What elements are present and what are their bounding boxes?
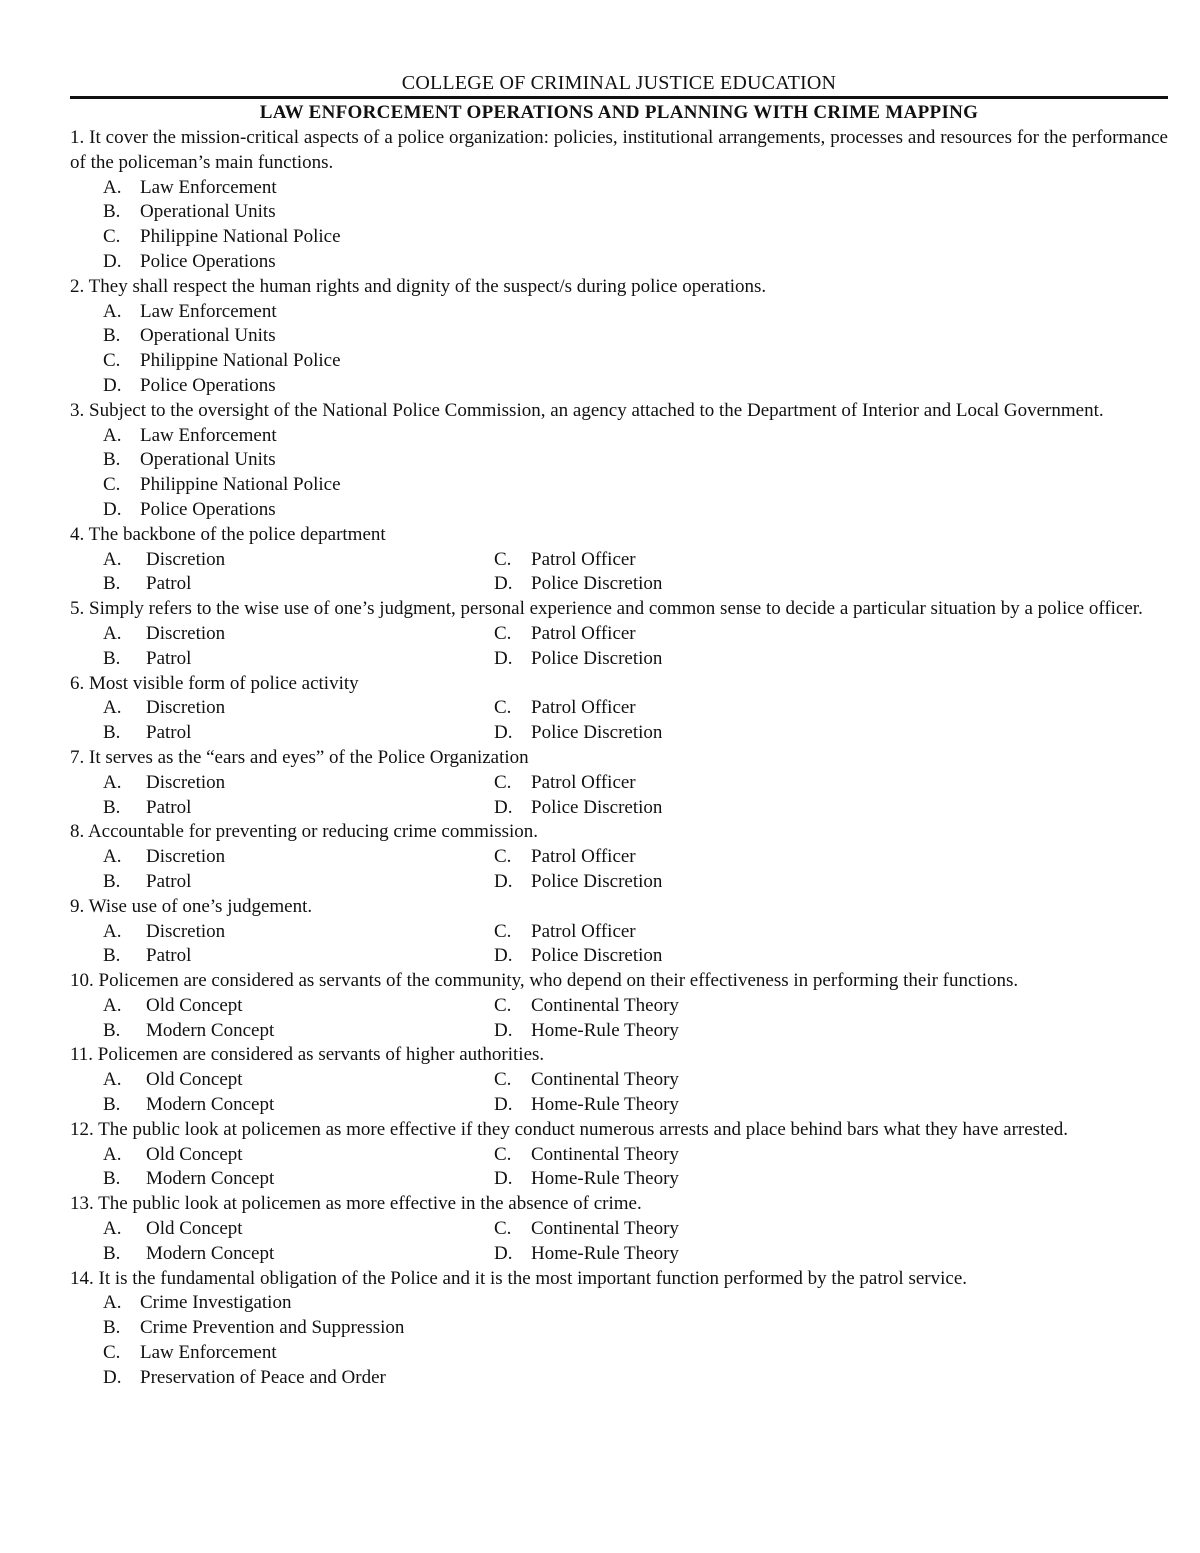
question-list <box>70 126 1168 1391</box>
option-letter: A. <box>103 1218 122 1240</box>
option-row <box>70 845 1168 870</box>
option-row <box>70 1341 1168 1366</box>
option-letter: A. <box>103 994 122 1016</box>
option-letter: C. <box>494 1069 512 1091</box>
question-item <box>70 523 1168 597</box>
option-row <box>70 473 1168 498</box>
option-row <box>70 1143 1168 1168</box>
option-text: Police Discretion <box>531 647 663 669</box>
option-letter: D. <box>494 722 513 744</box>
question-item <box>70 126 1168 275</box>
option-letter: A. <box>103 424 122 446</box>
option-text: Discretion <box>146 771 226 793</box>
option-row <box>70 424 1168 449</box>
option-letter: A. <box>103 771 122 793</box>
option-text: Patrol Officer <box>531 548 636 570</box>
option-letter: C. <box>103 350 121 372</box>
option-letter: D. <box>494 647 513 669</box>
option-text: Modern Concept <box>146 1019 275 1041</box>
option-letter: C. <box>494 697 512 719</box>
option-text: Philippine National Police <box>140 226 341 248</box>
question-stem: 11. Policemen are considered as servants of higher authorities. <box>70 1044 545 1066</box>
option-text: Discretion <box>146 920 226 942</box>
option-row <box>70 1068 1168 1093</box>
option-letter: A. <box>103 1069 122 1091</box>
option-row <box>70 548 1168 573</box>
option-row <box>70 771 1168 796</box>
option-text: Modern Concept <box>146 1168 275 1190</box>
option-letter: B. <box>103 449 121 471</box>
option-row <box>70 300 1168 325</box>
option-row <box>70 250 1168 275</box>
question-stem: 7. It serves as the “ears and eyes” of the Police Organization <box>70 746 529 768</box>
option-letter: A. <box>103 176 122 198</box>
option-letter: C. <box>494 622 512 644</box>
option-row <box>70 1291 1168 1316</box>
question-stem: 10. Policemen are considered as servants of the community, who depend on their effectiveness in performing their functions. <box>70 970 1019 992</box>
option-letter: D. <box>494 796 513 818</box>
question-item <box>70 1192 1168 1266</box>
option-row <box>70 994 1168 1019</box>
option-text: Patrol <box>146 945 192 967</box>
option-text: Philippine National Police <box>140 350 341 372</box>
option-text: Operational Units <box>140 201 276 223</box>
option-letter: D. <box>103 1366 122 1388</box>
question-item <box>70 969 1168 1043</box>
school-header: COLLEGE OF CRIMINAL JUSTICE EDUCATION <box>401 72 837 94</box>
option-text: Patrol Officer <box>531 622 636 644</box>
option-row <box>70 1167 1168 1192</box>
option-text: Old Concept <box>146 1218 243 1240</box>
option-text: Discretion <box>146 697 226 719</box>
option-text: Police Discretion <box>531 870 663 892</box>
option-letter: A. <box>103 697 122 719</box>
option-letter: B. <box>103 647 121 669</box>
option-text: Continental Theory <box>531 1218 679 1240</box>
option-letter: C. <box>494 846 512 868</box>
option-row <box>70 176 1168 201</box>
option-text: Operational Units <box>140 449 276 471</box>
option-row <box>70 920 1168 945</box>
question-stem: 6. Most visible form of police activity <box>70 672 359 694</box>
option-text: Discretion <box>146 622 226 644</box>
option-letter: C. <box>103 474 121 496</box>
option-row <box>70 796 1168 821</box>
option-letter: D. <box>494 1168 513 1190</box>
option-letter: B. <box>103 1317 121 1339</box>
option-text: Home-Rule Theory <box>531 1094 679 1116</box>
option-letter: B. <box>103 1019 121 1041</box>
option-text: Discretion <box>146 846 226 868</box>
option-letter: D. <box>103 498 122 520</box>
option-letter: B. <box>103 573 121 595</box>
option-row <box>70 324 1168 349</box>
option-text: Home-Rule Theory <box>531 1242 679 1264</box>
question-item <box>70 672 1168 746</box>
option-row <box>70 225 1168 250</box>
option-row <box>70 721 1168 746</box>
question-stem: 12. The public look at policemen as more effective if they conduct numerous arrests and place behind bars what they have arrested. <box>70 1118 1069 1140</box>
option-text: Patrol <box>146 722 192 744</box>
option-row <box>70 200 1168 225</box>
option-row <box>70 498 1168 523</box>
option-letter: B. <box>103 1168 121 1190</box>
option-letter: C. <box>103 226 121 248</box>
option-text: Old Concept <box>146 994 243 1016</box>
option-text: Patrol <box>146 796 192 818</box>
option-letter: D. <box>494 1242 513 1264</box>
option-letter: A. <box>103 846 122 868</box>
option-text: Modern Concept <box>146 1094 275 1116</box>
option-row <box>70 448 1168 473</box>
option-text: Law Enforcement <box>140 424 277 446</box>
option-letter: D. <box>494 945 513 967</box>
question-stem: 5. Simply refers to the wise use of one’s judgment, personal experience and common sense to decide a particular situation by a police officer. <box>70 598 1143 620</box>
option-text: Modern Concept <box>146 1242 275 1264</box>
document-page <box>70 72 1168 1391</box>
option-text: Preservation of Peace and Order <box>140 1366 386 1388</box>
option-text: Operational Units <box>140 325 276 347</box>
question-item <box>70 597 1168 671</box>
option-row <box>70 647 1168 672</box>
option-row <box>70 349 1168 374</box>
option-text: Crime Prevention and Suppression <box>140 1317 405 1339</box>
document-title: LAW ENFORCEMENT OPERATIONS AND PLANNING WITH CRIME MAPPING <box>259 102 979 123</box>
option-row <box>70 696 1168 721</box>
option-text: Patrol <box>146 870 192 892</box>
option-text: Home-Rule Theory <box>531 1168 679 1190</box>
option-text: Patrol Officer <box>531 846 636 868</box>
question-item <box>70 820 1168 894</box>
option-letter: D. <box>494 573 513 595</box>
option-text: Patrol Officer <box>531 697 636 719</box>
question-item <box>70 895 1168 969</box>
question-stem: 3. Subject to the oversight of the National Police Commission, an agency attached to the Department of Interior and Local Government. <box>70 399 1104 421</box>
option-text: Old Concept <box>146 1143 243 1165</box>
option-letter: B. <box>103 1094 121 1116</box>
option-letter: C. <box>494 1143 512 1165</box>
option-text: Police Discretion <box>531 796 663 818</box>
option-text: Police Operations <box>140 250 276 272</box>
option-letter: A. <box>103 548 122 570</box>
question-item <box>70 746 1168 820</box>
question-stem: 8. Accountable for preventing or reducing crime commission. <box>70 821 539 843</box>
option-text: Patrol <box>146 647 192 669</box>
question-stem: 14. It is the fundamental obligation of the Police and it is the most important function performed by the patrol service. <box>70 1267 968 1289</box>
option-letter: C. <box>494 994 512 1016</box>
option-row <box>70 1316 1168 1341</box>
question-item <box>70 275 1168 399</box>
option-row <box>70 622 1168 647</box>
question-stem: 9. Wise use of one’s judgement. <box>70 895 313 917</box>
option-text: Home-Rule Theory <box>531 1019 679 1041</box>
option-text: Police Discretion <box>531 573 663 595</box>
option-letter: D. <box>103 374 122 396</box>
option-text: Crime Investigation <box>140 1292 292 1314</box>
option-text: Continental Theory <box>531 1069 679 1091</box>
option-text: Continental Theory <box>531 994 679 1016</box>
option-text: Patrol Officer <box>531 771 636 793</box>
option-letter: B. <box>103 796 121 818</box>
option-letter: D. <box>494 1094 513 1116</box>
option-letter: D. <box>494 870 513 892</box>
option-text: Old Concept <box>146 1069 243 1091</box>
option-row <box>70 870 1168 895</box>
option-letter: B. <box>103 325 121 347</box>
option-letter: A. <box>103 300 122 322</box>
option-text: Police Discretion <box>531 722 663 744</box>
option-text: Law Enforcement <box>140 176 277 198</box>
question-item <box>70 1267 1168 1391</box>
option-text: Police Discretion <box>531 945 663 967</box>
option-text: Discretion <box>146 548 226 570</box>
option-letter: B. <box>103 201 121 223</box>
option-letter: D. <box>103 250 122 272</box>
option-row <box>70 1093 1168 1118</box>
option-text: Law Enforcement <box>140 300 277 322</box>
option-row <box>70 944 1168 969</box>
option-letter: B. <box>103 945 121 967</box>
option-row <box>70 374 1168 399</box>
option-letter: C. <box>494 548 512 570</box>
option-letter: A. <box>103 1292 122 1314</box>
option-text: Police Operations <box>140 374 276 396</box>
question-item <box>70 399 1168 523</box>
option-row <box>70 1366 1168 1391</box>
option-row <box>70 1019 1168 1044</box>
question-stem: 2. They shall respect the human rights and dignity of the suspect/s during police operations. <box>70 275 767 297</box>
option-row <box>70 1217 1168 1242</box>
option-text: Patrol Officer <box>531 920 636 942</box>
option-letter: A. <box>103 622 122 644</box>
option-letter: A. <box>103 920 122 942</box>
question-stem: 1. It cover the mission-critical aspects of a police organization: policies, institutional arrangements, processes and resources for the performance of the policeman’s main functions. <box>70 127 1168 173</box>
option-text: Continental Theory <box>531 1143 679 1165</box>
option-text: Patrol <box>146 573 192 595</box>
option-letter: C. <box>494 920 512 942</box>
option-text: Law Enforcement <box>140 1342 277 1364</box>
option-row <box>70 1242 1168 1267</box>
option-text: Philippine National Police <box>140 474 341 496</box>
option-letter: C. <box>494 1218 512 1240</box>
option-text: Police Operations <box>140 498 276 520</box>
option-letter: B. <box>103 722 121 744</box>
option-letter: A. <box>103 1143 122 1165</box>
question-stem: 4. The backbone of the police department <box>70 523 386 545</box>
option-letter: B. <box>103 870 121 892</box>
option-letter: C. <box>494 771 512 793</box>
question-stem: 13. The public look at policemen as more effective in the absence of crime. <box>70 1193 642 1215</box>
question-item <box>70 1043 1168 1117</box>
question-item <box>70 1118 1168 1192</box>
option-row <box>70 572 1168 597</box>
option-letter: B. <box>103 1242 121 1264</box>
option-letter: C. <box>103 1342 121 1364</box>
option-letter: D. <box>494 1019 513 1041</box>
